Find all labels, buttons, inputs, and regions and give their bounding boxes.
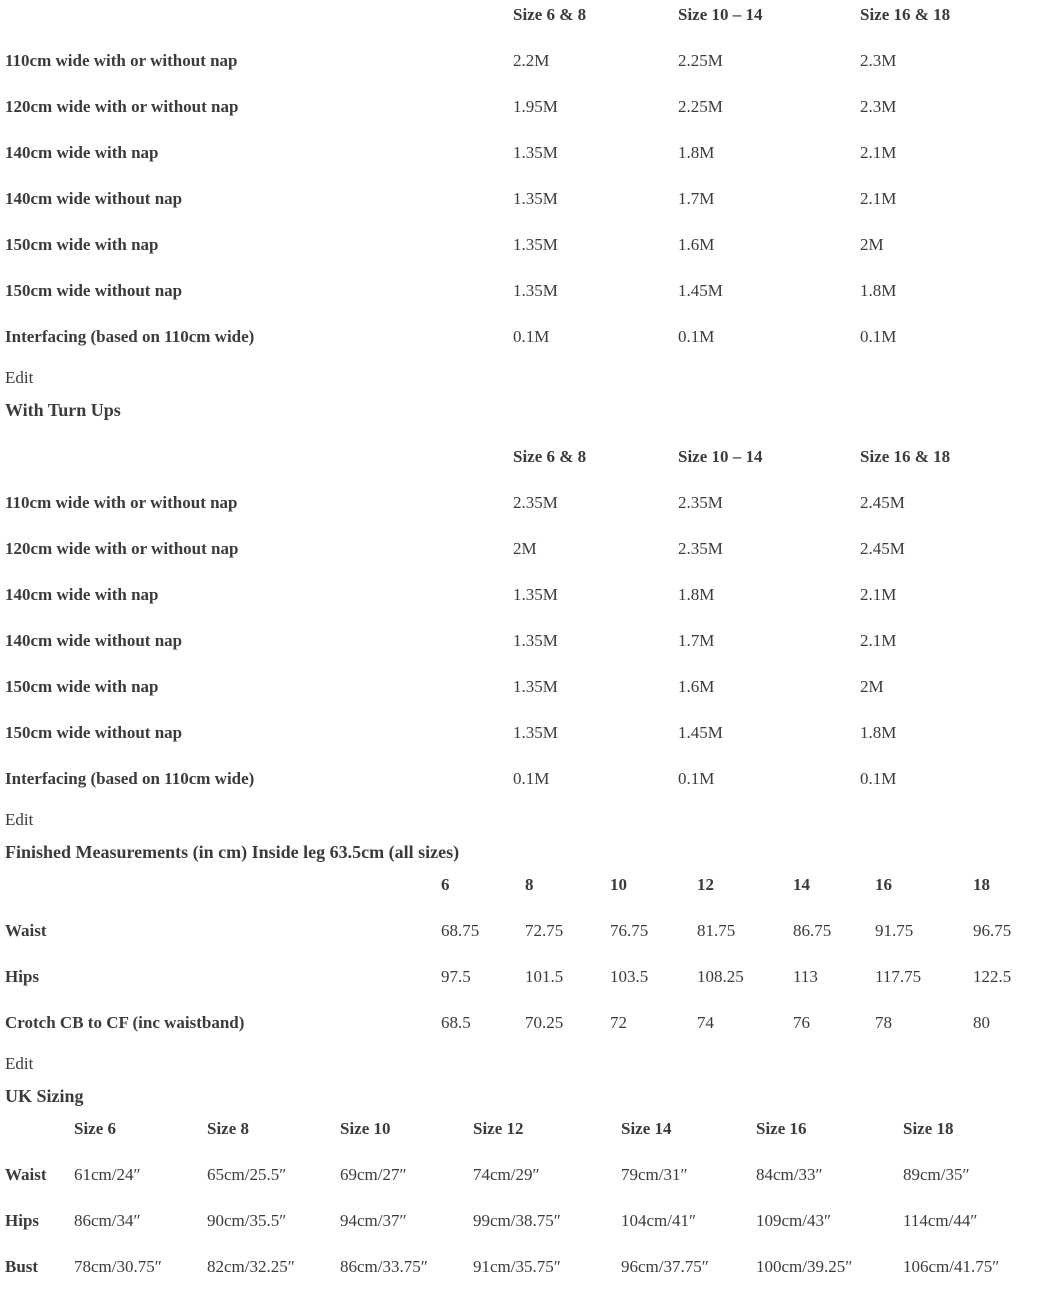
cell-value: 86.75 — [793, 921, 832, 940]
cell-value: 2M — [860, 235, 884, 254]
column-header: Size 10 – 14 — [678, 447, 763, 466]
row-label: Hips — [5, 967, 40, 986]
row-label: 120cm wide with or without nap — [5, 539, 239, 558]
cell-value: 1.95M — [513, 97, 558, 116]
cell-value: 70.25 — [525, 1013, 564, 1032]
cell-value: 68.5 — [441, 1013, 471, 1032]
row-label: 140cm wide without nap — [5, 631, 183, 650]
column-header: 14 — [793, 875, 810, 894]
cell-value: 113 — [793, 967, 818, 986]
cell-value: 74 — [697, 1013, 714, 1032]
table-header-row — [5, 1114, 1060, 1152]
fabric-table-turnups — [5, 442, 1060, 802]
cell-value: 117.75 — [875, 967, 922, 986]
column-header: 18 — [973, 875, 990, 894]
edit-link[interactable]: Edit — [5, 810, 34, 829]
fabric-table-plain — [5, 0, 1060, 360]
cell-value: 61cm/24″ — [74, 1165, 141, 1184]
column-header: 16 — [875, 875, 892, 894]
edit-link[interactable]: Edit — [5, 1054, 34, 1073]
cell-value: 1.8M — [678, 143, 715, 162]
table-row — [5, 268, 1060, 314]
cell-value: 1.7M — [678, 189, 715, 208]
cell-value: 0.1M — [860, 327, 897, 346]
cell-value: 86cm/34″ — [74, 1211, 141, 1230]
cell-value: 91.75 — [875, 921, 914, 940]
section-heading-with-turn-ups: With Turn Ups — [5, 400, 121, 420]
cell-value: 104cm/41″ — [621, 1211, 697, 1230]
row-label: 140cm wide with nap — [5, 143, 159, 162]
column-header: Size 16 & 18 — [860, 447, 951, 466]
table-row — [5, 314, 1060, 360]
table-row — [5, 572, 1060, 618]
cell-value: 0.1M — [860, 769, 897, 788]
row-label: 150cm wide without nap — [5, 723, 183, 742]
cell-value: 2.1M — [860, 143, 897, 162]
cell-value: 1.7M — [678, 631, 715, 650]
table-row — [5, 480, 1060, 526]
cell-value: 0.1M — [513, 769, 550, 788]
row-label: 140cm wide without nap — [5, 189, 183, 208]
cell-value: 68.75 — [441, 921, 480, 940]
cell-value: 1.35M — [513, 281, 558, 300]
column-header: Size 8 — [207, 1119, 250, 1138]
cell-value: 109cm/43″ — [756, 1211, 832, 1230]
row-label: Hips — [5, 1211, 40, 1230]
table-row — [5, 1198, 1060, 1244]
cell-value: 101.5 — [525, 967, 564, 986]
cell-value: 96.75 — [973, 921, 1012, 940]
cell-value: 65cm/25.5″ — [207, 1165, 287, 1184]
cell-value: 99cm/38.75″ — [473, 1211, 561, 1230]
cell-value: 2.1M — [860, 585, 897, 604]
table-row — [5, 954, 1060, 1000]
table-row — [5, 526, 1060, 572]
cell-value: 94cm/37″ — [340, 1211, 407, 1230]
column-header: Size 18 — [903, 1119, 954, 1138]
cell-value: 89cm/35″ — [903, 1165, 970, 1184]
spacer — [5, 1106, 1064, 1114]
cell-value: 1.8M — [860, 281, 897, 300]
cell-value: 0.1M — [678, 327, 715, 346]
row-label: Waist — [5, 921, 47, 940]
cell-value: 100cm/39.25″ — [756, 1257, 853, 1276]
section-heading-uk-sizing: UK Sizing — [5, 1086, 84, 1106]
cell-value: 78cm/30.75″ — [74, 1257, 162, 1276]
column-header: Size 12 — [473, 1119, 524, 1138]
column-header: Size 14 — [621, 1119, 672, 1138]
cell-value: 0.1M — [678, 769, 715, 788]
row-label: Crotch CB to CF (inc waistband) — [5, 1013, 245, 1032]
cell-value: 82cm/32.25″ — [207, 1257, 295, 1276]
column-header: Size 6 — [74, 1119, 117, 1138]
column-header: Size 10 – 14 — [678, 5, 763, 24]
table-row — [5, 1000, 1060, 1046]
finished-measurements-table — [5, 870, 1060, 1046]
row-label: Interfacing (based on 110cm wide) — [5, 769, 255, 788]
spacer — [5, 862, 1064, 870]
column-header: Size 6 & 8 — [513, 5, 587, 24]
row-label: 150cm wide with nap — [5, 235, 159, 254]
cell-value: 1.6M — [678, 235, 715, 254]
uk-sizing-table — [5, 1114, 1060, 1290]
cell-value: 1.8M — [678, 585, 715, 604]
cell-value: 84cm/33″ — [756, 1165, 823, 1184]
cell-value: 1.35M — [513, 143, 558, 162]
cell-value: 1.45M — [678, 281, 723, 300]
column-header: Size 6 & 8 — [513, 447, 587, 466]
cell-value: 2.35M — [513, 493, 558, 512]
cell-value: 2.3M — [860, 51, 897, 70]
cell-value: 1.35M — [513, 189, 558, 208]
cell-value: 1.35M — [513, 677, 558, 696]
cell-value: 2M — [860, 677, 884, 696]
section-heading-finished-measurements: Finished Measurements (in cm) Inside leg 63.5cm (all sizes) — [5, 842, 460, 862]
row-label: 110cm wide with or without nap — [5, 493, 238, 512]
cell-value: 79cm/31″ — [621, 1165, 688, 1184]
cell-value: 90cm/35.5″ — [207, 1211, 287, 1230]
table-row — [5, 176, 1060, 222]
cell-value: 1.35M — [513, 631, 558, 650]
cell-value: 69cm/27″ — [340, 1165, 407, 1184]
column-header: 12 — [697, 875, 714, 894]
column-header: 6 — [441, 875, 450, 894]
row-label: 120cm wide with or without nap — [5, 97, 239, 116]
cell-value: 2.35M — [678, 493, 723, 512]
table-header-row — [5, 442, 1060, 480]
cell-value: 81.75 — [697, 921, 736, 940]
cell-value: 1.45M — [678, 723, 723, 742]
cell-value: 74cm/29″ — [473, 1165, 540, 1184]
cell-value: 2M — [513, 539, 537, 558]
table-row — [5, 908, 1060, 954]
row-label: Interfacing (based on 110cm wide) — [5, 327, 255, 346]
cell-value: 2.1M — [860, 189, 897, 208]
cell-value: 96cm/37.75″ — [621, 1257, 709, 1276]
header-spacer — [5, 1114, 74, 1152]
cell-value: 2.1M — [860, 631, 897, 650]
spacer — [5, 420, 1064, 442]
cell-value: 122.5 — [973, 967, 1012, 986]
column-header: 8 — [525, 875, 534, 894]
table-row — [5, 84, 1060, 130]
cell-value: 2.25M — [678, 51, 723, 70]
header-spacer — [5, 0, 513, 38]
cell-value: 106cm/41.75″ — [903, 1257, 1000, 1276]
edit-link[interactable]: Edit — [5, 368, 34, 387]
cell-value: 2.25M — [678, 97, 723, 116]
cell-value: 0.1M — [513, 327, 550, 346]
column-header: Size 16 — [756, 1119, 807, 1138]
table-row — [5, 38, 1060, 84]
cell-value: 86cm/33.75″ — [340, 1257, 428, 1276]
cell-value: 2.45M — [860, 493, 905, 512]
row-label: Bust — [5, 1257, 39, 1276]
table-row — [5, 664, 1060, 710]
cell-value: 91cm/35.75″ — [473, 1257, 561, 1276]
table-row — [5, 130, 1060, 176]
table-row — [5, 756, 1060, 802]
header-spacer — [5, 870, 441, 908]
cell-value: 108.25 — [697, 967, 744, 986]
cell-value: 1.35M — [513, 235, 558, 254]
table-row — [5, 222, 1060, 268]
row-label: Waist — [5, 1165, 47, 1184]
row-label: 110cm wide with or without nap — [5, 51, 238, 70]
table-header-row — [5, 0, 1060, 38]
cell-value: 76.75 — [610, 921, 649, 940]
cell-value: 2.45M — [860, 539, 905, 558]
cell-value: 1.6M — [678, 677, 715, 696]
cell-value: 103.5 — [610, 967, 649, 986]
header-spacer — [5, 442, 513, 480]
cell-value: 1.35M — [513, 585, 558, 604]
table-header-row — [5, 870, 1060, 908]
cell-value: 1.35M — [513, 723, 558, 742]
row-label: 140cm wide with nap — [5, 585, 159, 604]
column-header: Size 10 — [340, 1119, 391, 1138]
table-row — [5, 1152, 1060, 1198]
cell-value: 78 — [875, 1013, 892, 1032]
column-header: Size 16 & 18 — [860, 5, 951, 24]
table-row — [5, 1244, 1060, 1290]
column-header: 10 — [610, 875, 627, 894]
table-row — [5, 710, 1060, 756]
cell-value: 1.8M — [860, 723, 897, 742]
cell-value: 2.35M — [678, 539, 723, 558]
row-label: 150cm wide without nap — [5, 281, 183, 300]
cell-value: 80 — [973, 1013, 990, 1032]
cell-value: 114cm/44″ — [903, 1211, 978, 1230]
cell-value: 76 — [793, 1013, 810, 1032]
row-label: 150cm wide with nap — [5, 677, 159, 696]
table-row — [5, 618, 1060, 664]
cell-value: 2.2M — [513, 51, 550, 70]
cell-value: 97.5 — [441, 967, 471, 986]
cell-value: 72 — [610, 1013, 627, 1032]
cell-value: 72.75 — [525, 921, 564, 940]
cell-value: 2.3M — [860, 97, 897, 116]
